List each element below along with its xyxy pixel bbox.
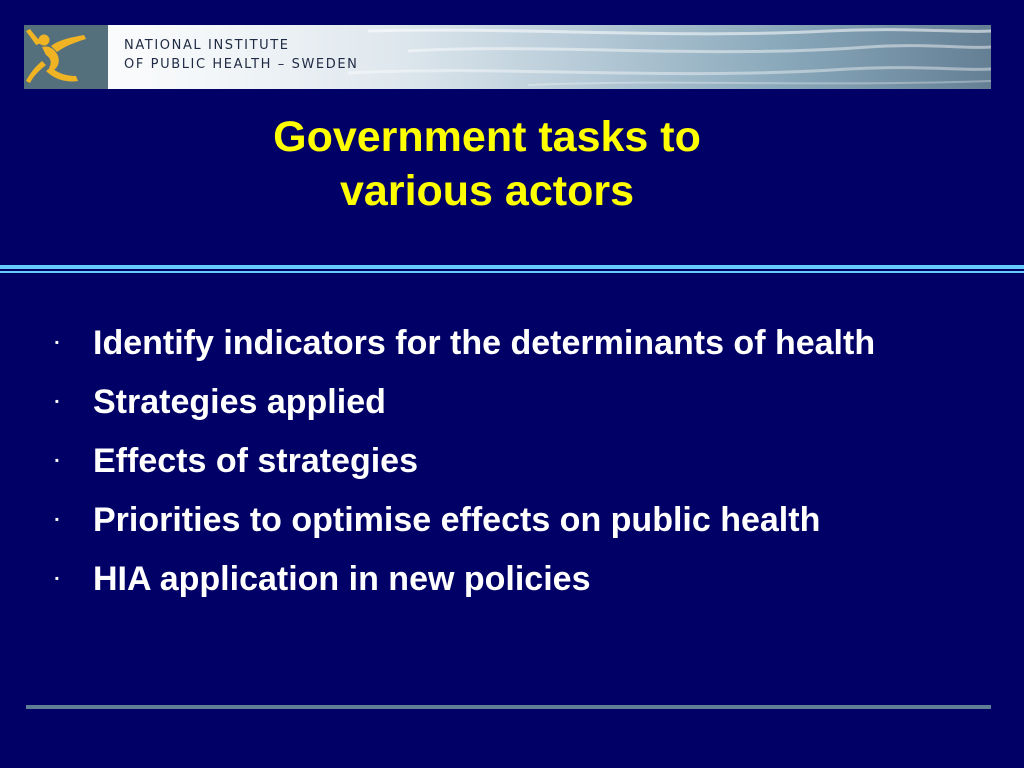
- title-divider-thin: [0, 271, 1024, 273]
- bullet-text: Identify indicators for the determinants of health: [93, 324, 876, 362]
- slide-title: [0, 110, 974, 218]
- title-divider-thick: [0, 265, 1024, 269]
- bullet-item: [52, 377, 992, 427]
- bullet-item: [52, 554, 992, 604]
- bullet-icon: ∙: [54, 568, 60, 590]
- bullet-text: Effects of strategies: [93, 442, 418, 480]
- slide-title-line-1: Government tasks to: [273, 113, 701, 161]
- bullet-icon: ∙: [54, 509, 60, 531]
- header-banner: [24, 25, 991, 89]
- bullet-item: [52, 495, 992, 545]
- bullet-list: [52, 318, 992, 613]
- footer-divider: [26, 705, 991, 709]
- organization-name-line-1: NATIONAL INSTITUTE: [124, 38, 290, 53]
- bullet-item: [52, 436, 992, 486]
- jumping-figure-logo-icon: [24, 25, 108, 89]
- bullet-text: Priorities to optimise effects on public health: [93, 501, 821, 539]
- bullet-text: HIA application in new policies: [93, 560, 591, 598]
- bullet-item: [52, 318, 992, 368]
- bullet-text: Strategies applied: [93, 383, 386, 421]
- bullet-icon: ∙: [54, 332, 60, 354]
- slide-title-line-2: various actors: [340, 167, 634, 215]
- organization-name: [124, 36, 359, 74]
- organization-name-line-2: OF PUBLIC HEALTH – SWEDEN: [124, 57, 359, 72]
- bullet-icon: ∙: [54, 450, 60, 472]
- logo: [24, 25, 108, 89]
- bullet-icon: ∙: [54, 391, 60, 413]
